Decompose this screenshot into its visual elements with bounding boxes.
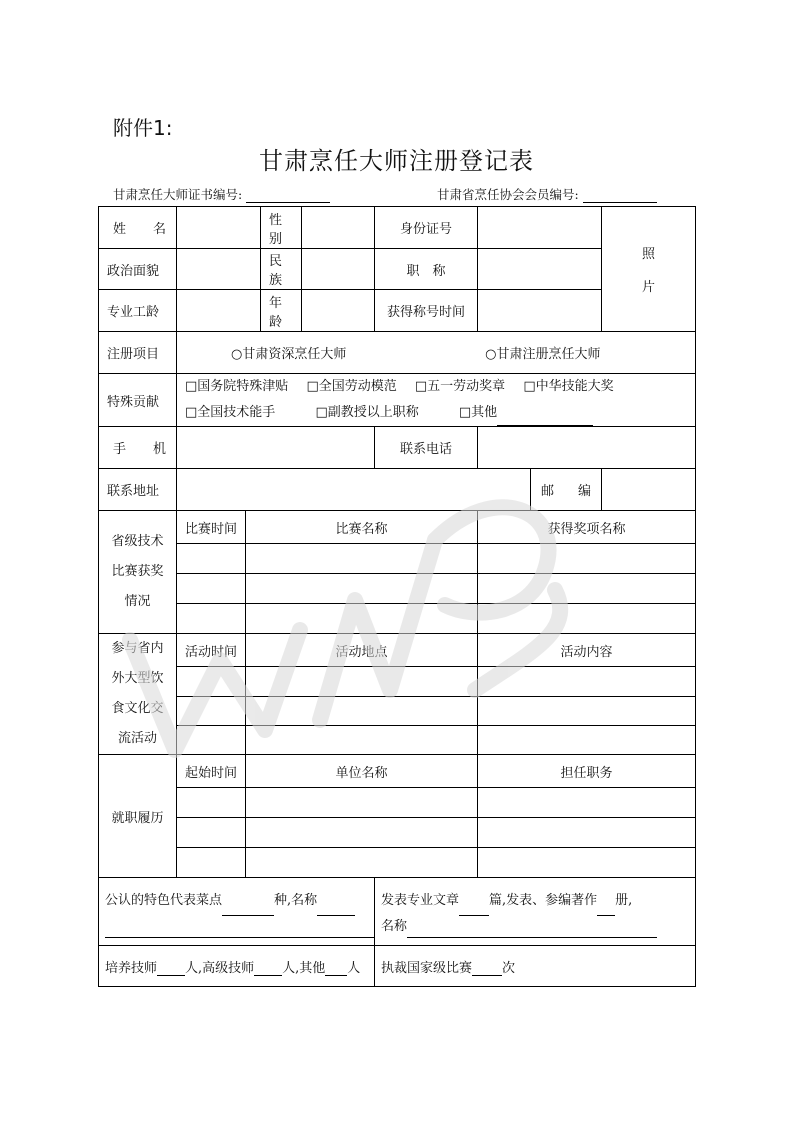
id-no-label: 身份证号 — [375, 207, 478, 249]
age-label: 年 龄 — [261, 290, 302, 332]
ethnicity-label: 民 族 — [261, 249, 302, 290]
career-section-label: 就职履历 — [99, 755, 177, 878]
member-no-label: 甘肃省烹任协会会员编号: — [437, 187, 579, 202]
judging-cell[interactable]: 执裁国家级比赛 次 — [375, 946, 696, 987]
special-option-state-council[interactable]: □国务院特殊津贴 — [185, 379, 289, 394]
name-input[interactable] — [177, 207, 261, 249]
special-options — [177, 374, 696, 427]
table-cell[interactable] — [478, 818, 696, 848]
activities-col-place: 活动地点 — [246, 634, 478, 667]
phone-label: 联系电话 — [375, 427, 478, 469]
table-cell[interactable] — [246, 696, 478, 725]
table-cell[interactable] — [246, 788, 478, 818]
activities-col-content: 活动内容 — [478, 634, 696, 667]
reg-option-registered[interactable]: ○甘肃注册烹任大师 — [485, 347, 601, 362]
cert-no-field[interactable] — [113, 185, 330, 203]
table-cell[interactable] — [246, 604, 478, 634]
career-col-position: 担任职务 — [478, 755, 696, 788]
photo-label-2: 片 — [641, 280, 655, 295]
table-cell[interactable] — [478, 696, 696, 725]
cert-no-blank[interactable] — [246, 189, 330, 203]
table-cell[interactable] — [478, 725, 696, 754]
career-col-unit: 单位名称 — [246, 755, 478, 788]
table-cell[interactable] — [246, 544, 478, 574]
political-input[interactable] — [177, 249, 261, 290]
work-years-label: 专业工龄 — [99, 290, 177, 332]
table-cell[interactable] — [177, 848, 246, 878]
table-cell[interactable] — [478, 848, 696, 878]
articles-cell[interactable]: 发表专业文章 篇,发表、参编著作 册, 名称 — [375, 878, 696, 946]
address-label: 联系地址 — [99, 469, 177, 511]
page-title: 甘肃烹任大师注册登记表 — [259, 147, 534, 175]
postcode-input[interactable] — [602, 469, 696, 511]
political-label: 政治面貌 — [99, 249, 177, 290]
special-option-skill-award[interactable]: □中华技能大奖 — [523, 379, 614, 394]
table-cell[interactable] — [177, 544, 246, 574]
career-col-start: 起始时间 — [177, 755, 246, 788]
mobile-label: 手 机 — [99, 427, 177, 469]
reg-item-options — [177, 332, 696, 374]
competition-section-label: 省级技术 比赛获奖 情况 — [99, 511, 177, 634]
title-date-label: 获得称号时间 — [375, 290, 478, 332]
competition-col-award: 获得奖项名称 — [478, 511, 696, 544]
member-no-field[interactable] — [437, 185, 657, 203]
table-cell[interactable] — [478, 544, 696, 574]
table-cell[interactable] — [177, 604, 246, 634]
special-option-model-worker[interactable]: □全国劳动模范 — [306, 379, 397, 394]
ethnicity-input[interactable] — [302, 249, 375, 290]
reg-item-label: 注册项目 — [99, 332, 177, 374]
title-date-input[interactable] — [478, 290, 602, 332]
competition-col-time: 比赛时间 — [177, 511, 246, 544]
registration-form — [98, 206, 696, 987]
table-cell[interactable] — [478, 667, 696, 696]
table-cell[interactable] — [177, 574, 246, 604]
dishes-cell[interactable]: 公认的特色代表菜点 种,名称 — [99, 878, 375, 946]
table-cell[interactable] — [177, 788, 246, 818]
table-cell[interactable] — [177, 818, 246, 848]
address-input[interactable] — [177, 469, 531, 511]
name-label: 姓 名 — [99, 207, 177, 249]
competition-col-name: 比赛名称 — [246, 511, 478, 544]
table-cell[interactable] — [478, 604, 696, 634]
cert-no-label: 甘肃烹任大师证书编号: — [113, 187, 243, 202]
table-cell[interactable] — [246, 725, 478, 754]
special-option-tech-expert[interactable]: □全国技术能手 — [185, 405, 276, 420]
table-cell[interactable] — [246, 667, 478, 696]
work-years-input[interactable] — [177, 290, 261, 332]
age-input[interactable] — [302, 290, 375, 332]
table-cell[interactable] — [177, 696, 246, 725]
table-cell[interactable] — [246, 848, 478, 878]
training-cell[interactable]: 培养技师 人,高级技师 人,其他 人 — [99, 946, 375, 987]
gender-label: 性 别 — [261, 207, 302, 249]
special-option-may-day[interactable]: □五一劳动奖章 — [414, 379, 506, 394]
photo-box[interactable] — [602, 207, 696, 332]
table-cell[interactable] — [246, 574, 478, 604]
special-option-other[interactable]: □其他 — [459, 405, 593, 420]
table-cell[interactable] — [246, 818, 478, 848]
table-cell[interactable] — [478, 574, 696, 604]
phone-input[interactable] — [478, 427, 696, 469]
title-rank-label: 职 称 — [375, 249, 478, 290]
table-cell[interactable] — [478, 788, 696, 818]
id-no-input[interactable] — [478, 207, 602, 249]
reg-option-senior[interactable]: ○甘肃资深烹任大师 — [231, 347, 347, 362]
table-cell[interactable] — [177, 667, 246, 696]
postcode-label: 邮 编 — [531, 469, 602, 511]
special-label: 特殊贡献 — [99, 374, 177, 427]
photo-label-1: 照 — [641, 247, 655, 262]
activities-col-time: 活动时间 — [177, 634, 246, 667]
title-rank-input[interactable] — [478, 249, 602, 290]
table-cell[interactable] — [177, 725, 246, 754]
special-option-professor[interactable]: □副教授以上职称 — [315, 405, 419, 420]
attachment-label: 附件1: — [113, 116, 173, 140]
gender-input[interactable] — [302, 207, 375, 249]
mobile-input[interactable] — [177, 427, 375, 469]
activities-section-label: 参与省内 外大型饮 食文化交 流活动 — [99, 634, 177, 755]
member-no-blank[interactable] — [583, 189, 657, 203]
